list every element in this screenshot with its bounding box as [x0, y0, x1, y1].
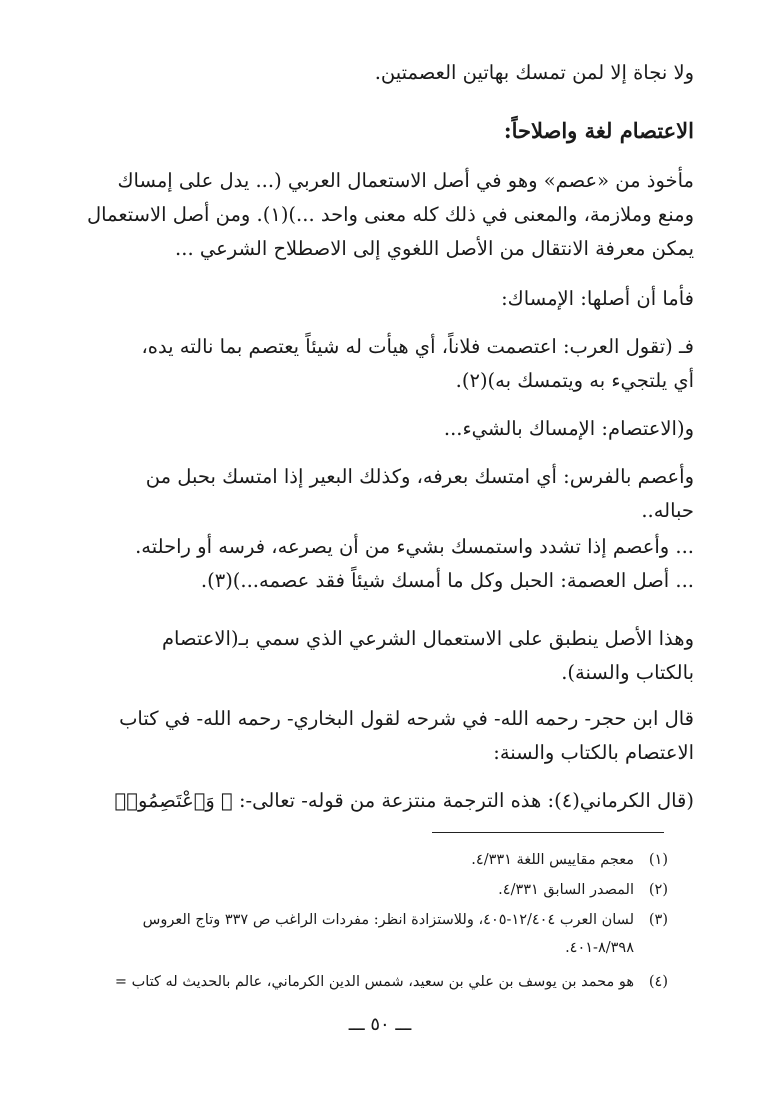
text-line: قال ابن حجر- رحمه الله- في شرحه لقول البخاري- رحمه الله- في كتاب	[119, 707, 694, 730]
text-line: ولا نجاة إلا لمن تمسك بهاتين العصمتين.	[374, 61, 694, 84]
text-line: (قال الكرماني(٤): هذه الترجمة منتزعة من قوله- تعالى-: ﴿ وَٱعْتَصِمُوا۟	[114, 789, 694, 812]
main-text	[66, 56, 694, 90]
footnote-text: لسان العرب ١٢/٤٠٤-٤٠٥، وللاستزادة انظر: مفردات الراغب ص ٣٣٧ وتاج العروس	[142, 912, 634, 928]
text-line: فـ (تقول العرب: اعتصمت فلاناً، أي هيأت له شيئاً يعتصم بما نالته يده،	[141, 335, 694, 358]
text-line: الاعتصام بالكتاب والسنة:	[493, 741, 694, 764]
footnotes	[66, 848, 668, 994]
text-line: بالكتاب والسنة).	[561, 661, 694, 684]
paragraph	[66, 784, 694, 818]
footnote-item	[66, 908, 668, 932]
paragraph	[66, 164, 694, 266]
text-line: وأعصم بالفرس: أي امتسك بعرفه، وكذلك البعير إذا امتسك بحبل من	[145, 465, 694, 488]
footnote-item	[66, 970, 668, 994]
text-line: فأما أن أصلها: الإمساك:	[501, 287, 694, 310]
text-line: وهذا الأصل ينطبق على الاستعمال الشرعي الذي سمي بـ(الاعتصام	[161, 627, 694, 650]
text-line: حباله..	[641, 499, 694, 522]
text-line: ومنع وملازمة، والمعنى في ذلك كله معنى واحد ...)(١). ومن أصل الاستعمال	[86, 203, 694, 226]
footnote-text: المصدر السابق ٤/٣٣١.	[498, 882, 634, 898]
section-heading	[66, 114, 694, 148]
text-line: أي يلتجيء به ويتمسك به)(٢).	[455, 369, 694, 392]
paragraph	[66, 460, 694, 528]
footnote-text: معجم مقاييس اللغة ٤/٣٣١.	[471, 852, 634, 868]
footnote-number	[634, 936, 668, 960]
paragraph	[66, 412, 694, 446]
footnote-number: (٣)	[648, 912, 668, 928]
text-line: مأخوذ من «عصم» وهو في أصل الاستعمال العربي (... يدل على إمساك	[117, 169, 694, 192]
text-line: ... أصل العصمة: الحبل وكل ما أمسك شيئاً فقد عصمه...)(٣).	[200, 569, 694, 592]
paragraph	[66, 330, 694, 398]
paragraph	[66, 282, 694, 316]
footnote-text: هو محمد بن يوسف بن علي بن سعيد، شمس الدين الكرماني، عالم بالحديث له كتاب =	[114, 974, 634, 990]
page-number: ـــ ٥٠ ـــ	[348, 1014, 412, 1035]
heading-text: الاعتصام لغة واصلاحاً:	[503, 118, 694, 143]
footnote-number: (٢)	[648, 882, 668, 898]
footnote-number: (٤)	[648, 974, 668, 990]
footnote-separator	[432, 832, 664, 833]
text-line: يمكن معرفة الانتقال من الأصل اللغوي إلى الاصطلاح الشرعي ...	[175, 237, 694, 260]
paragraph	[66, 530, 694, 598]
text-line: و(الاعتصام: الإمساك بالشيء...	[443, 417, 694, 440]
footnote-item	[66, 878, 668, 902]
text-line: ... وأعصم إذا تشدد واستمسك بشيء من أن يصرعه، فرسه أو راحلته.	[135, 535, 694, 558]
footnote-text: ٨/٣٩٨-٤٠١.	[565, 940, 634, 956]
paragraph	[66, 702, 694, 770]
paragraph	[66, 622, 694, 690]
footnote-item	[66, 848, 668, 872]
footnote-number: (١)	[648, 852, 668, 868]
footnote-item	[66, 936, 668, 960]
